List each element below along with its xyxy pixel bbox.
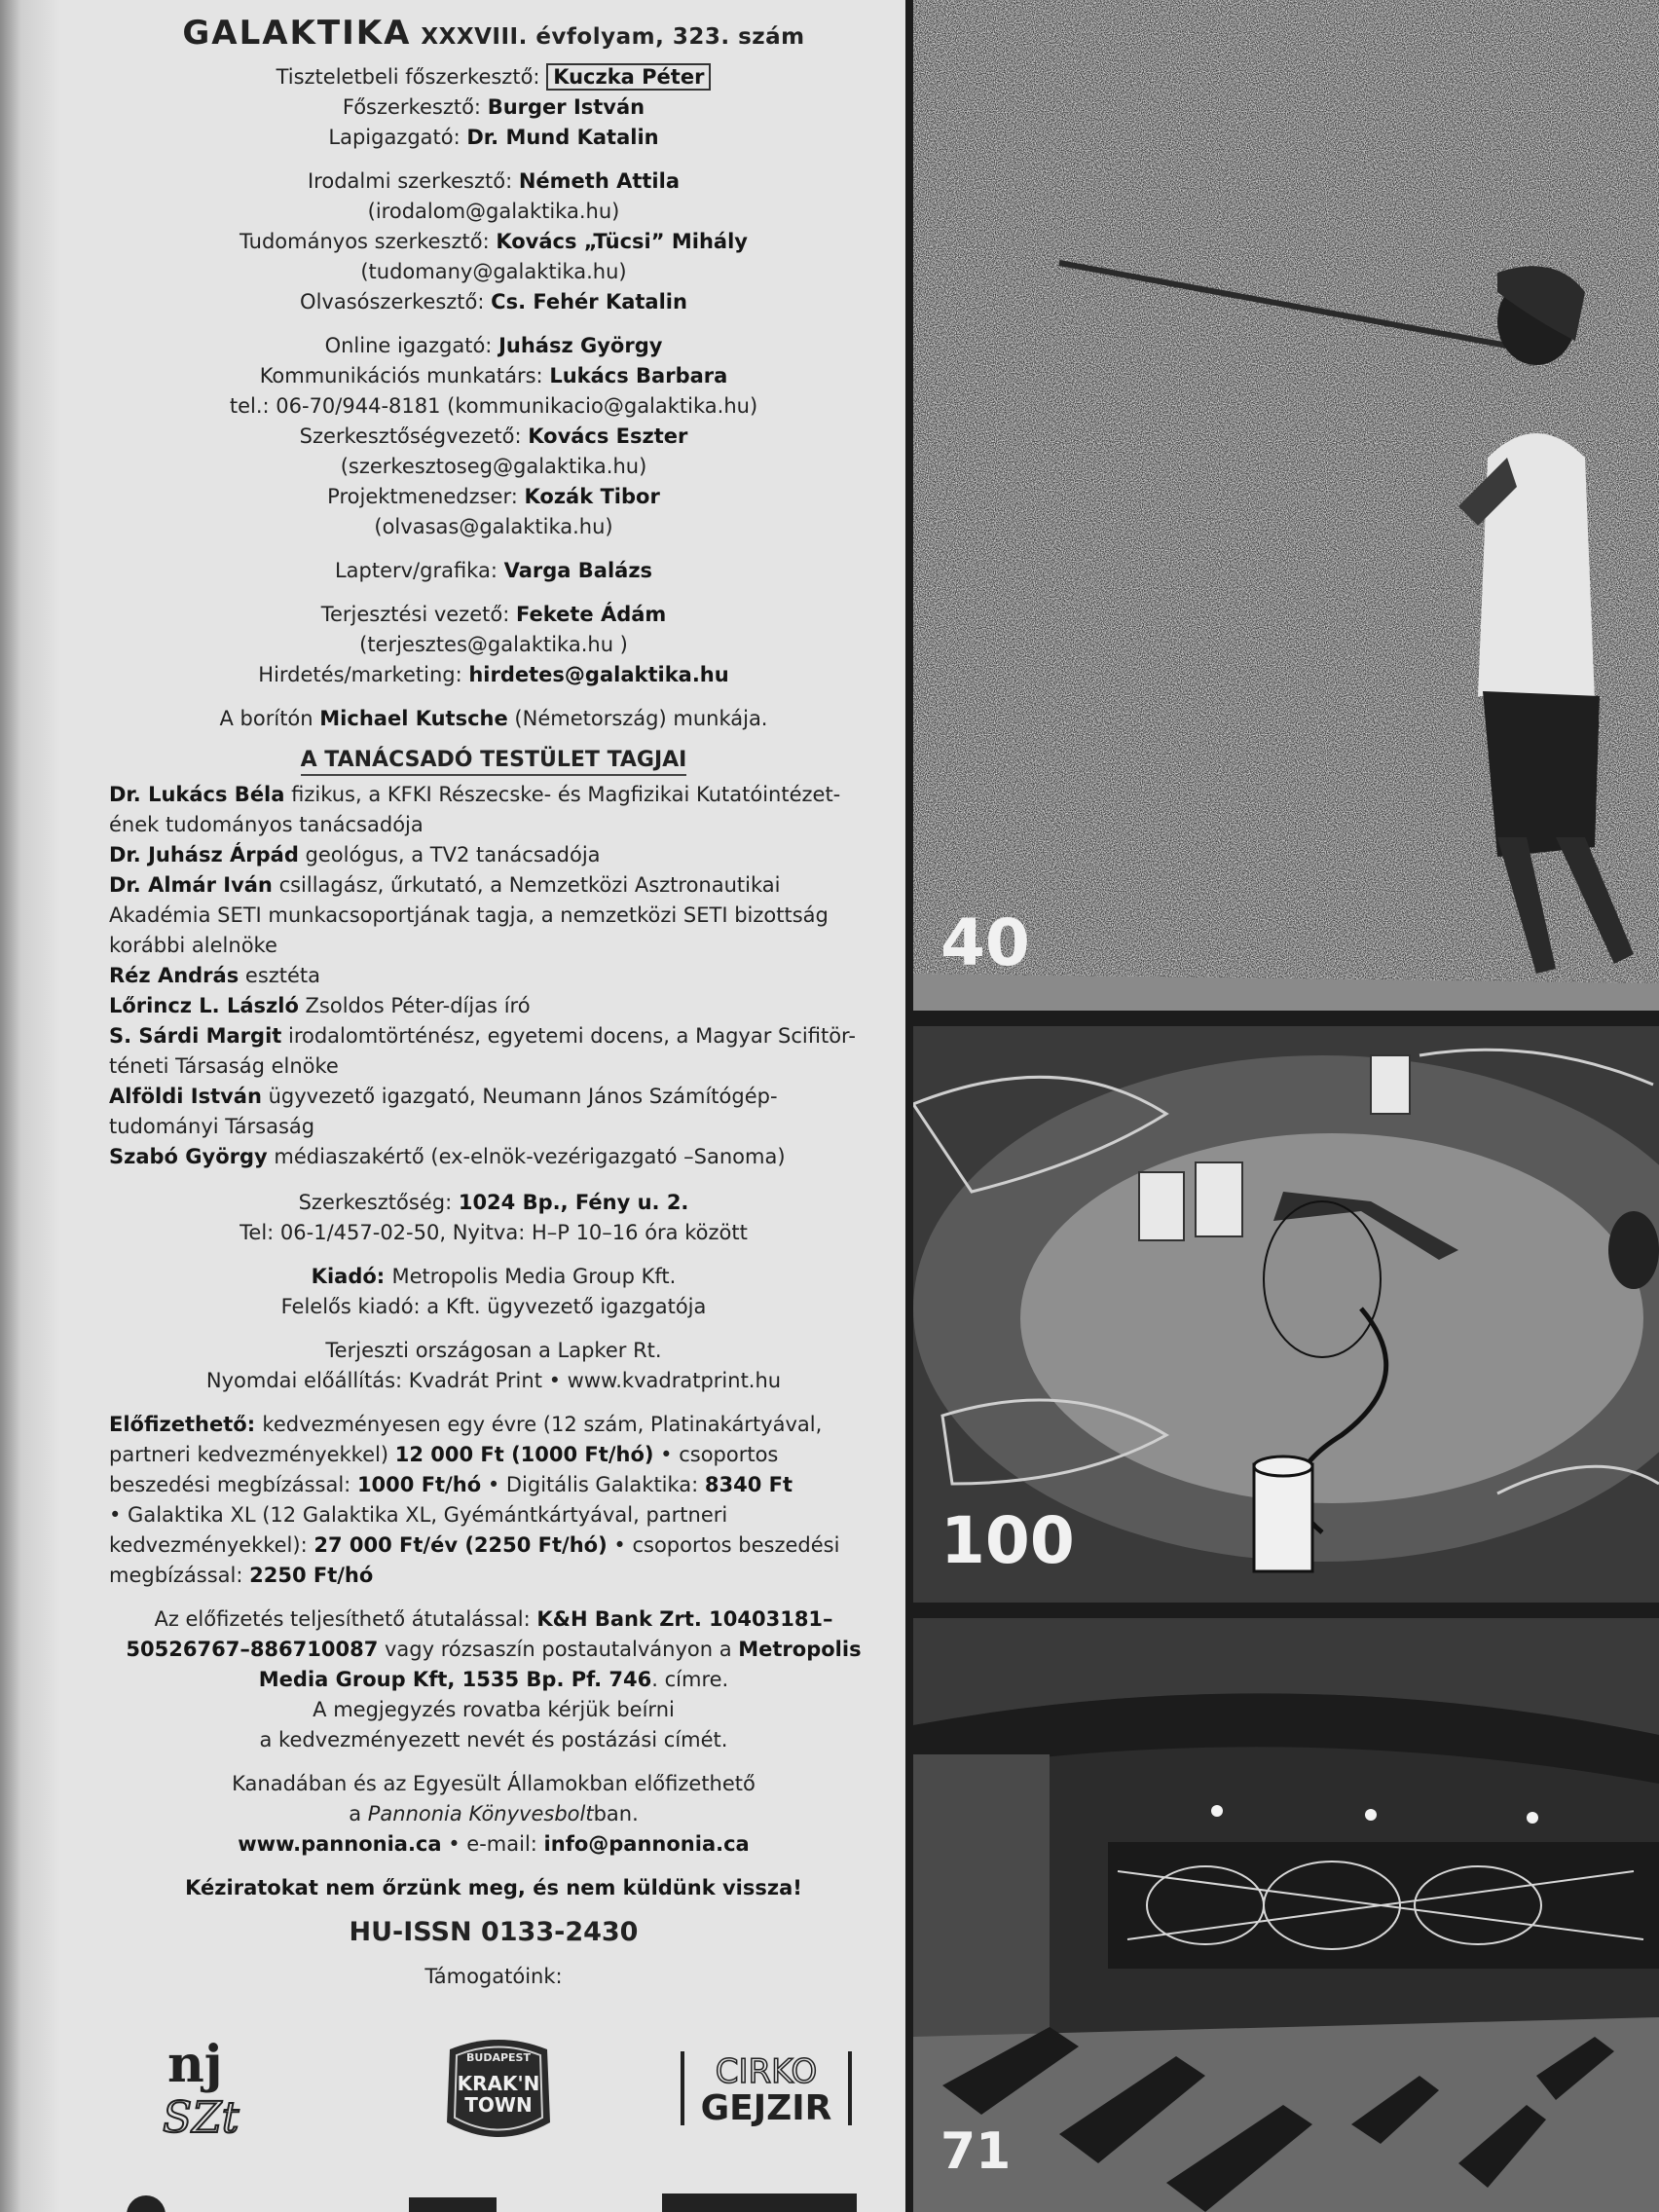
transfer-text: Kanadában és az Egyesült Államokban előfizethető (232, 1772, 756, 1795)
issn: HU-ISSN 0133-2430 (349, 1917, 639, 1947)
board-member-line (109, 901, 878, 931)
subscription-text: beszedési megbízással: (109, 1473, 357, 1496)
transfer-line (109, 1829, 878, 1860)
staff-role: Tiszteletbeli főszerkesztő: (276, 65, 540, 89)
board-member-line (109, 961, 878, 991)
staff-name: Lukács Barbara (549, 364, 728, 387)
page-number-badge: 71 (940, 2122, 1012, 2181)
transfer-text: . címre. (651, 1668, 729, 1691)
office-text: Tel: 06-1/457-02-50, Nyitva: H–P 10–16 óra között (240, 1221, 748, 1244)
staff-line (109, 227, 878, 257)
subscription-text: • csoportos beszedési (607, 1533, 840, 1557)
staff-role: (terjesztes@galaktika.hu ) (359, 633, 628, 656)
office-text: Nyomdai előállítás: Kvadrát Print • www.kvadratprint.hu (205, 1369, 782, 1392)
board-member-role: ének tudományos tanácsadója (109, 813, 424, 836)
staff-suffix: (Németország) munkája. (514, 707, 768, 730)
staff-name: Kovács „Tücsi” Mihály (496, 230, 748, 253)
transfer-text: A megjegyzés rovatba kérjük beírni (313, 1698, 675, 1721)
staff-line (109, 391, 878, 422)
svg-text:BUDAPEST: BUDAPEST (466, 2051, 531, 2064)
board-member-line (109, 810, 878, 840)
transfer-line (109, 1604, 878, 1635)
njszt-logo (158, 2035, 294, 2142)
svg-text:TOWN: TOWN (464, 2093, 533, 2117)
spacer (109, 1860, 878, 1873)
transfer-info (109, 1604, 878, 1903)
transfer-line (109, 1695, 878, 1725)
cirko-gejzir-logo (679, 2049, 854, 2127)
board-member-line (109, 1112, 878, 1142)
staff-role: tel.: 06-70/944-8181 (kommunikacio@galaktika.hu) (229, 394, 758, 418)
board-member-name: Dr. Lukács Béla (109, 783, 285, 806)
office-text: Felelős kiadó: a Kft. ügyvezető igazgatója (280, 1295, 707, 1318)
advisory-board-list (109, 780, 878, 1172)
subscription-line (109, 1530, 878, 1561)
board-member-role: ügyvezető igazgató, Neumann János Számítógép- (261, 1085, 778, 1108)
staff-role: (szerkesztoseg@galaktika.hu) (340, 455, 647, 478)
staff-role: Projektmenedzser: (327, 485, 518, 508)
transfer-line (109, 1665, 878, 1695)
svg-text:GEJZIR: GEJZIR (700, 2088, 832, 2127)
transfer-text: Media Group Kft, 1535 Bp. Pf. 746 (258, 1668, 652, 1691)
staff-name: Kovács Eszter (528, 424, 688, 448)
staff-role: (olvasas@galaktika.hu) (374, 515, 613, 538)
transfer-text: vagy rózsaszín postautalványon a (378, 1638, 739, 1661)
staff-line (109, 62, 878, 92)
office-text: Kiadó: (311, 1265, 392, 1288)
board-member-name: Dr. Juhász Árpád (109, 843, 299, 866)
staff-line (109, 482, 878, 512)
subscription-text: Előfizethető: (109, 1413, 263, 1436)
staff-role: Hirdetés/marketing: (258, 663, 462, 686)
subscription-text: kedvezményesen egy évre (12 szám, Platinakártyával, (262, 1413, 823, 1436)
staff-name: Juhász György (498, 334, 663, 357)
board-member-name: S. Sárdi Margit (109, 1024, 282, 1048)
staff-role: (irodalom@galaktika.hu) (367, 200, 620, 223)
staff-line (109, 452, 878, 482)
supporters-label: Támogatóink: (424, 1965, 563, 1988)
page-number-badge: 40 (940, 905, 1030, 980)
transfer-text: Kéziratokat nem őrzünk meg, és nem küldünk vissza! (185, 1876, 802, 1899)
board-member-role: csillagász, űrkutató, a Nemzetközi Asztronautikai (272, 873, 781, 897)
transfer-line (109, 1635, 878, 1665)
board-member-role: tudományi Társaság (109, 1115, 315, 1138)
svg-text:KRAK'N: KRAK'N (457, 2072, 540, 2095)
subscription-text: • csoportos (653, 1443, 779, 1466)
board-member-line (109, 991, 878, 1021)
transfer-text: www.pannonia.ca (238, 1832, 442, 1856)
staff-line (109, 600, 878, 630)
subscription-text: 2250 Ft/hó (249, 1564, 374, 1587)
board-member-line (109, 1142, 878, 1172)
photo-panel-71 (913, 1618, 1659, 2212)
spacer (109, 690, 878, 704)
board-member-line (109, 1082, 878, 1112)
svg-text:CIRKO: CIRKO (715, 2052, 818, 2091)
transfer-line (109, 1725, 878, 1755)
office-line (109, 1366, 878, 1396)
photo-noise-backdrop (913, 0, 1659, 1011)
staff-name: Burger István (487, 95, 645, 119)
staff-role: Kommunikációs munkatárs: (259, 364, 543, 387)
board-member-line (109, 840, 878, 870)
board-member-line (109, 780, 878, 810)
subscription-line (109, 1470, 878, 1500)
transfer-text: K&H Bank Zrt. 10403181– (536, 1607, 833, 1631)
staff-role: Olvasószerkesztő: (300, 290, 485, 313)
staff-role: Főszerkesztő: (342, 95, 482, 119)
board-member-role: téneti Társaság elnöke (109, 1054, 339, 1078)
photo-panel-100 (913, 1026, 1659, 1603)
transfer-line (109, 1873, 878, 1903)
office-text: 1024 Bp., Fény u. 2. (458, 1191, 689, 1214)
board-member-name: Lőrincz L. László (109, 994, 299, 1017)
board-member-name: Szabó György (109, 1145, 268, 1168)
transfer-text: Pannonia Könyvesbolt (367, 1802, 594, 1825)
board-member-name: Dr. Almár Iván (109, 873, 273, 897)
cropped-bottom-logos (0, 2186, 905, 2212)
board-member-role: médiaszakértő (ex-elnök-vezérigazgató –Sanoma) (267, 1145, 786, 1168)
staff-line (109, 704, 878, 734)
subscription-info (109, 1410, 878, 1591)
transfer-text: info@pannonia.ca (543, 1832, 750, 1856)
board-member-name: Réz András (109, 964, 240, 987)
subscription-text: • Digitális Galaktika: (481, 1473, 705, 1496)
spacer (109, 153, 878, 166)
page-number-badge: 100 (940, 1503, 1075, 1578)
staff-name: Michael Kutsche (319, 707, 508, 730)
staff-line (109, 287, 878, 317)
subscription-text: 12 000 Ft (1000 Ft/hó) (394, 1443, 654, 1466)
staff-line (109, 257, 878, 287)
staff-line (109, 422, 878, 452)
staff-role: Irodalmi szerkesztő: (307, 169, 513, 193)
board-member-role: korábbi alelnöke (109, 934, 277, 957)
staff-line (109, 166, 878, 197)
board-member-role: esztéta (239, 964, 321, 987)
spacer (109, 586, 878, 600)
staff-line (109, 660, 878, 690)
board-member-line (109, 931, 878, 961)
subscription-line (109, 1410, 878, 1440)
subscription-text: 1000 Ft/hó (356, 1473, 482, 1496)
spacer (109, 542, 878, 556)
transfer-text: a kedvezményezett nevét és postázási címét. (259, 1728, 728, 1751)
page-binding-shadow (0, 0, 60, 2212)
staff-role: Terjesztési vezető: (320, 603, 510, 626)
staff-role: Lapterv/grafika: (334, 559, 498, 582)
board-member-line (109, 1051, 878, 1082)
staff-role: (tudomany@galaktika.hu) (360, 260, 627, 283)
staff-name: Kozák Tibor (524, 485, 660, 508)
galaktika-logo: GALAKTIKA (182, 14, 412, 53)
office-info (109, 1188, 878, 1396)
transfer-text: Az előfizetés teljesíthető átutalással: (154, 1607, 537, 1631)
sponsor-logos (109, 2030, 878, 2147)
board-member-role: irodalomtörténész, egyetemi docens, a Magyar Scifitör- (281, 1024, 856, 1048)
staff-line (109, 197, 878, 227)
board-member-line (109, 870, 878, 901)
staff-line (109, 630, 878, 660)
subscription-text: 27 000 Ft/év (2250 Ft/hó) (313, 1533, 608, 1557)
advisory-board-heading: A TANÁCSADÓ TESTÜLET TAGJAI (109, 748, 878, 772)
office-text: Szerkesztőség: (298, 1191, 459, 1214)
transfer-text: a (349, 1802, 368, 1825)
spacer (109, 1248, 878, 1262)
masthead-column (109, 14, 878, 1988)
staff-name: Cs. Fehér Katalin (491, 290, 687, 313)
transfer-line (109, 1769, 878, 1799)
office-line (109, 1262, 878, 1292)
staff-role: Szerkesztőségvezető: (299, 424, 522, 448)
staff-name: Németh Attila (518, 169, 680, 193)
staff-line (109, 331, 878, 361)
board-member-role: geológus, a TV2 tanácsadója (298, 843, 601, 866)
office-line (109, 1292, 878, 1322)
subscription-line (109, 1440, 878, 1470)
transfer-line (109, 1799, 878, 1829)
board-member-name: Alföldi István (109, 1085, 262, 1108)
staff-line (109, 556, 878, 586)
issue-info: XXXVIII. évfolyam, 323. szám (421, 24, 805, 50)
board-member-line (109, 1021, 878, 1051)
subscription-line (109, 1561, 878, 1591)
staff-name: hirdetes@galaktika.hu (468, 663, 729, 686)
photo-planetarium-interior (913, 1618, 1659, 2212)
staff-name: Varga Balázs (503, 559, 653, 582)
staff-line (109, 92, 878, 123)
subscription-line (109, 1500, 878, 1530)
staff-line (109, 123, 878, 153)
svg-text:nj: nj (167, 2035, 223, 2094)
office-text: Terjeszti országosan a Lapker Rt. (325, 1339, 662, 1362)
board-member-role: Zsoldos Péter-díjas író (298, 994, 531, 1017)
subscription-text: • Galaktika XL (12 Galaktika XL, Gyémántkártyával, partneri (109, 1503, 728, 1527)
office-line (109, 1188, 878, 1218)
board-member-role: fizikus, a KFKI Részecske- és Magfizikai Kutatóintézet- (284, 783, 841, 806)
transfer-text: • e-mail: (441, 1832, 544, 1856)
staff-name: Fekete Ádám (515, 603, 667, 626)
subscription-text: 8340 Ft (704, 1473, 793, 1496)
transfer-text: Metropolis (738, 1638, 862, 1661)
photo-panel-40 (913, 0, 1659, 1011)
staff-role: Online igazgató: (324, 334, 493, 357)
staff-name: Kuczka Péter (546, 63, 711, 91)
svg-text:SZt: SZt (163, 2093, 240, 2142)
office-line (109, 1336, 878, 1366)
masthead-title (109, 14, 878, 53)
subscription-text: partneri kedvezményekkel) (109, 1443, 395, 1466)
staff-role: A borítón (219, 707, 313, 730)
staff-role: Tudományos szerkesztő: (240, 230, 490, 253)
staff-name: Dr. Mund Katalin (466, 126, 659, 149)
spacer (109, 317, 878, 331)
staff-line (109, 361, 878, 391)
office-line (109, 1218, 878, 1248)
transfer-text: 50526767–886710087 (126, 1638, 379, 1661)
office-text: Metropolis Media Group Kft. (391, 1265, 677, 1288)
spacer (109, 1755, 878, 1769)
board-member-role: Akadémia SETI munkacsoportjának tagja, a nemzetközi SETI bizottság (109, 903, 829, 927)
staff-list (109, 62, 878, 734)
spacer (109, 1322, 878, 1336)
staff-role: Lapigazgató: (328, 126, 461, 149)
subscription-text: megbízással: (109, 1564, 250, 1587)
staff-line (109, 512, 878, 542)
transfer-text: ban. (593, 1802, 639, 1825)
subscription-text: kedvezményekkel): (109, 1533, 314, 1557)
krak-n-town-logo (435, 2030, 562, 2145)
